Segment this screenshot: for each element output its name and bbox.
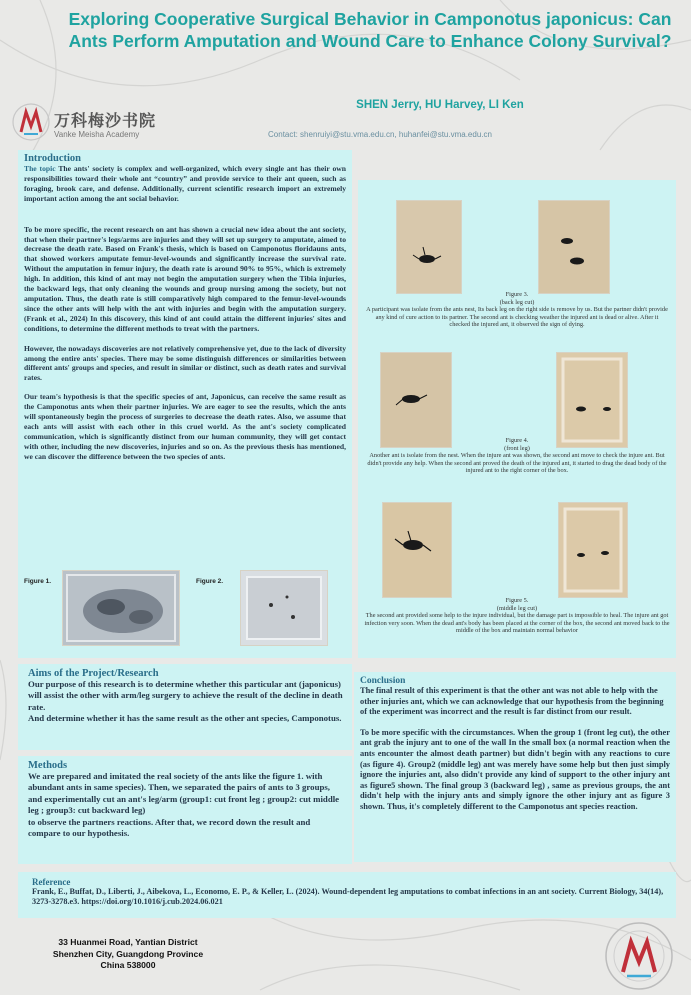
address: 33 Huanmei Road, Yantian District Shenzhen City, Guangdong Province China 538000 [52,937,204,970]
figure2-label: Figure 2. [196,578,224,585]
introduction-heading: Introduction [24,153,81,164]
introduction-paragraph-1: The topic The ants' society is complex and well-organized, which every single ant has their own responsibilities toward their whole ant “country” and provide service to their ant queen, such as foraging, brook care, and defense. Additionally, current scientific research import an extremely important action among the ant social behavior. [24,164,346,203]
figure5-image-right [558,502,628,598]
figure3-image-left [396,200,462,294]
introduction-lead: The topic [24,164,56,173]
figure4-image-right [556,352,628,448]
methods-paragraph-2: to observe the partners reactions. After that, we record down the result and compare to our hypothesis. [28,816,311,839]
aims-paragraph-1: Our purpose of this research is to determine whether this particular ant (japonicus) will assist the other with arm/leg surgery to achieve the result of the decline in death rate. [28,679,343,712]
figure3-image-right [538,200,610,294]
figure4-caption: Figure 4. (front leg) Another ant is isolate from the nest. When the injure ant was shown, the second ant move to check the injure ant. But didn't provide any help. When the second ant proved the death of the injured ant, it started to drag the dead body of the injured ant to the right corner of the box. [367,437,667,475]
conclusion-panel [354,672,676,862]
conclusion-paragraph-1: The final result of this experiment is that the other ant was not able to help with the other injuries ant, which we can acknowledge that our hypothesis from the beginning of the experiment was incorrect and the result is far distinct from our result. [360,686,664,717]
figure1-label: Figure 1. [24,578,52,585]
conclusion-paragraph-2: To be more specific with the circumstances. When the group 1 (front leg cut), the other ant grab the injury ant to one of the wall In the small box (a normal reaction when the ants encounter the almost death partner) but didn't begin with any reactions to cure (as figure 4). Group2 (middle leg) ant was merely have some help but then just simply ignore the injuries ant, also didn't provide any kind of support to the other injury ant as figure5 shown. The final group 3 (backward leg) , same as previous groups, the ant didn't help with the injury ants and simply ignore the other injury ant as figure 3 shown. Thus, it's completely different to the Camponotus ant species reaction. [360,727,670,811]
conclusion-heading: Conclusion [360,676,406,686]
figure4-image-left [380,352,452,448]
academy-name-en: Vanke Meisha Academy [54,130,140,139]
aims-paragraph-2: And determine whether it has the same result as the other ant species, Camponotus. [28,713,342,724]
figure2-image [240,570,328,646]
reference-text: Frank, E., Buffat, D., Liberti, J., Aibekova, L., Economo, E. P., & Keller, L. (2024). Wound-dependent leg amputations to combat infections in an ant society. Current Biology, 34(14), 3273-3278.e3. https://doi.org/10.1016/j.cub.2024.06.021 [32,887,664,907]
academy-name-cn: 万科梅沙书院 [54,111,157,130]
figure1-image [62,570,180,646]
figure5-image-left [382,502,452,598]
reference-panel [18,872,676,918]
introduction-paragraph-3: However, the nowadays discoveries are not relatively comprehensive yet, due to the lack of diversity among the entire ants' species. There may be some distinguish differences or similarities between different ants' groups and species, and result in similar or distinct, such as death rates and survival rates. [24,343,346,383]
aims-heading: Aims of the Project/Research [28,668,159,679]
academy-seal [600,918,678,994]
figure3-caption: Figure 3. (back leg cut) A participant was isolate from the ants nest, Its back leg on the right side is remove by us. But the partner didn't provide any kind of cure action to its partner. The second ant is checking weather the injured ant is dead or alive. After it checked the injured ant, it observed the sign of dying. [366,291,668,329]
academy-logo [10,100,52,146]
poster-title: Exploring Cooperative Surgical Behavior in Camponotus japonicus: Can Ants Perform Amputation and Wound Care to Enhance Colony Survival? [68,9,672,51]
authors: SHEN Jerry, HU Harvey, LI Ken [356,99,524,111]
introduction-panel [18,150,352,658]
methods-panel [18,756,352,864]
contact: Contact: shenruiyi@stu.vma.edu.cn, huhanfei@stu.vma.edu.cn [268,130,492,139]
reference-heading: Reference [32,877,71,887]
figures-panel [358,180,676,658]
methods-heading: Methods [28,760,68,771]
figure5-caption: Figure 5. (middle leg cut) The second ant provided some help to the injure individual, but the damage part is impossible to heal. The injure ant got infection very soon. When the dead ant's body has been placed at the corner of the box, the second ant moved back to the middle of the box and maintain normal behavior [364,597,670,635]
methods-paragraph-1: We are prepared and imitated the real society of the ants like the figure 1. with abundant ants in same species). Then, we separated the pairs of ants to 3 groups, and experimentally cut an ant's leg/arm (group1: cut front leg ; group2: cut middle leg ; group3: cut backward leg) [28,771,340,816]
introduction-paragraph-2: To be more specific, the recent research on ant has shown a crucial new idea about the ant society, that when their partner's legs/arms are injuries and they will set up surgery to amputate, aimed to decrease the death rate. Based on Frank's thesis, which is based on Camponotus floridauns ants, that showed workers amputate femur-level-wounds and significantly increase the survival rate. Without the amputation in femur injury, the death rate is around 90% to 95%, which is extremely high. In addition, this kind of ant may not begin the amputation surgery when the Tibia injuries, the backward legs, that only cleaning the wounds and group nursing among the society, but not amputation. Thus, the death rate is still comparatively high compared to the femur-level-wounds since the other ants will help with the ant with injuries and begin with the amputation surgery. (Frank et al., 2024) In this discovery, this kind of ant could attain the different injuries' sites and conditions, to determine the different methods to treat with the partners. [24,224,346,333]
introduction-paragraph-4: Our team's hypothesis is that the specific species of ant, Japonicus, can receive the same result as the Camponotus ants when their partner injuries. We are eager to see the results, which the ants will spontaneously begin the process of surgeries to decrease the death rates. Also, we assume that each ants will assist with each other in this cruel world. As the ant's society complicated communication, which is significantly distinct from our human community, they will get contact with other, including the new discoveries, injuries and so on. As the previous thesis has mentioned, we can discover the difference between the two species of ants. [24,392,346,461]
aims-panel [18,664,352,750]
